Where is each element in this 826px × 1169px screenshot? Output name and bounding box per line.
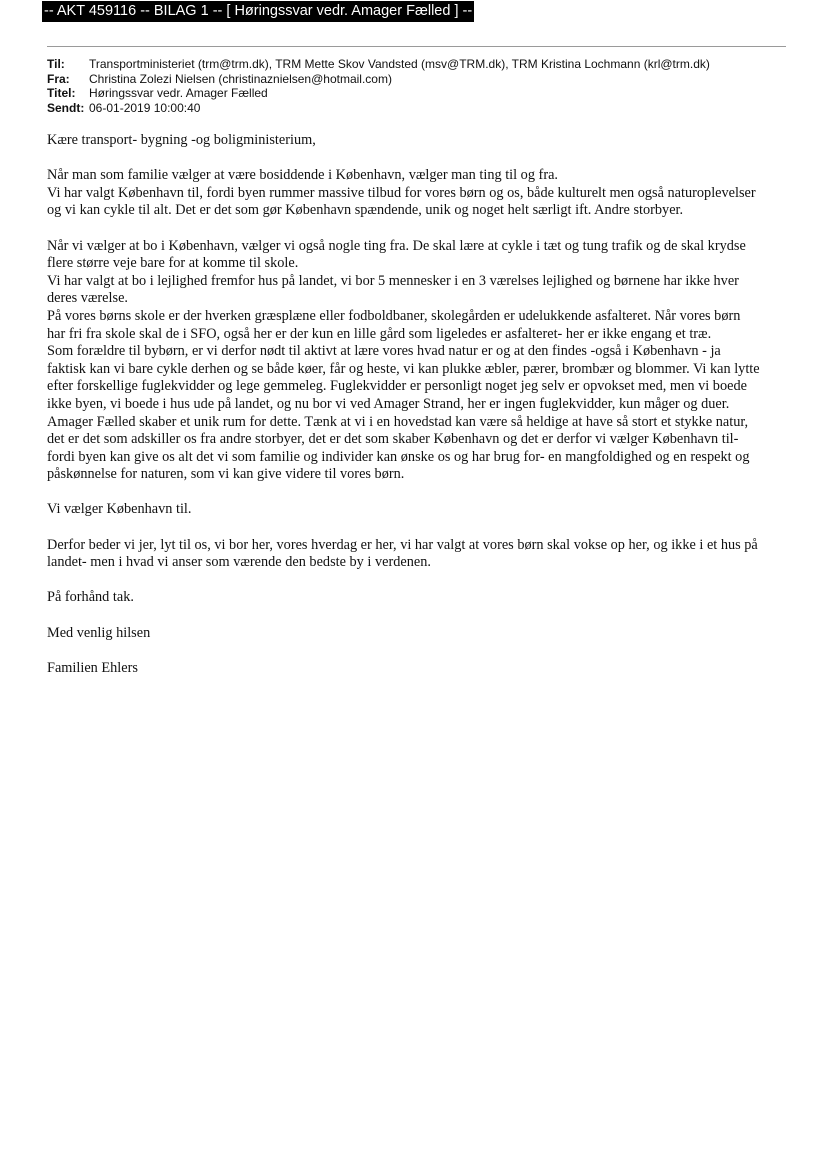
sent-value: 06-01-2019 10:00:40 <box>89 100 201 115</box>
paragraph-2 <box>47 238 782 484</box>
sent-row <box>47 101 710 116</box>
header-divider <box>47 46 786 47</box>
body-line: det er det som adskiller os fra andre storbyer, det er det som skaber København og det er derfor vi vælger København til- <box>47 431 739 448</box>
to-row <box>47 57 710 72</box>
paragraph-4 <box>47 537 782 572</box>
body-line: har fri fra skole skal de i SFO, også her er der kun en lille gård som ligeledes er asfalteret- her er ikke engang et træ. <box>47 325 712 342</box>
body-line: og vi kan cykle til alt. Det er det som gør København spændende, unik og noget helt særligt ift. Andre storbyer. <box>47 202 684 219</box>
body-line: landet- men i hvad vi anser som værende den bedste by i verdenen. <box>47 554 431 571</box>
paragraph-1 <box>47 167 782 220</box>
from-value: Christina Zolezi Nielsen (christinaznielsen@hotmail.com) <box>89 71 392 86</box>
paragraph-3: Vi vælger København til. <box>47 501 192 518</box>
body-line: fordi byen kan give os alt det vi som familie og individer kan ønske os og har brug for- en mangfoldighed og en respekt og <box>47 448 750 465</box>
body-line: faktisk kan vi bare cykle derhen og se både køer, får og heste, vi kan plukke æbler, pærer, brombær og blommer. Vi kan lytte <box>47 360 760 377</box>
title-row <box>47 86 710 101</box>
to-label: Til: <box>47 57 65 71</box>
email-header <box>47 57 710 115</box>
body-line: flere større veje bare for at komme til skole. <box>47 255 299 272</box>
body-line: Når man som familie vælger at være bosiddende i København, vælger man ting til og fra. <box>47 167 558 184</box>
body-line: Når vi vælger at bo i København, vælger vi også nogle ting fra. De skal lære at cykle i tæt og tung trafik og de skal krydse <box>47 237 746 254</box>
sent-label: Sendt: <box>47 100 85 115</box>
signature: Familien Ehlers <box>47 659 138 676</box>
thanks-line: På forhånd tak. <box>47 589 134 606</box>
greeting: Kære transport- bygning -og boligministerium, <box>47 132 316 148</box>
body-line: efter forskellige fuglekvidder og lege gemmeleg. Fuglekvidder er personligt noget jeg selv er opvokset med, men vi boede <box>47 378 747 395</box>
body-line: Vi har valgt København til, fordi byen rummer massive tilbud for vores børn og os, både kulturelt men også naturoplevelser <box>47 184 756 201</box>
title-label: Titel: <box>47 86 76 100</box>
body-line: Derfor beder vi jer, lyt til os, vi bor her, vores hverdag er her, vi har valgt at vores børn skal vokse op her, og ikke i et hus på <box>47 536 758 553</box>
body-line: Som forældre til bybørn, er vi derfor nødt til aktivt at lære vores hvad natur er og at den findes -også i København - ja <box>47 343 721 360</box>
body-line: ikke byen, vi boede i hus ude på landet, og nu bor vi ved Amager Strand, her er ingen fuglekvidder, kun måger og duer. <box>47 395 730 412</box>
body-line: På vores børns skole er der hverken græsplæne eller fodboldbaner, skolegården er udelukkende asfalteret. Når vores børn <box>47 307 741 324</box>
document-banner: -- AKT 459116 -- BILAG 1 -- [ Høringssvar vedr. Amager Fælled ] -- <box>42 1 474 22</box>
to-value: Transportministeriet (trm@trm.dk), TRM Mette Skov Vandsted (msv@TRM.dk), TRM Kristina Lochmann (krl@trm.dk) <box>89 57 710 71</box>
body-line: påskønnelse for naturen, som vi kan give videre til vores børn. <box>47 466 405 483</box>
from-row <box>47 72 710 87</box>
body-line: deres værelse. <box>47 290 128 307</box>
closing-line: Med venlig hilsen <box>47 624 151 641</box>
letter-body <box>47 132 782 677</box>
body-line: Amager Fælled skaber et unik rum for dette. Tænk at vi i en hovedstad kan være så heldige at have så stort et stykke natur, <box>47 413 749 430</box>
body-line: Vi har valgt at bo i lejlighed fremfor hus på landet, vi bor 5 mennesker i en 3 værelses lejlighed og børnene har ikke hver <box>47 272 739 289</box>
from-label: Fra: <box>47 71 70 86</box>
title-value: Høringssvar vedr. Amager Fælled <box>89 86 268 100</box>
